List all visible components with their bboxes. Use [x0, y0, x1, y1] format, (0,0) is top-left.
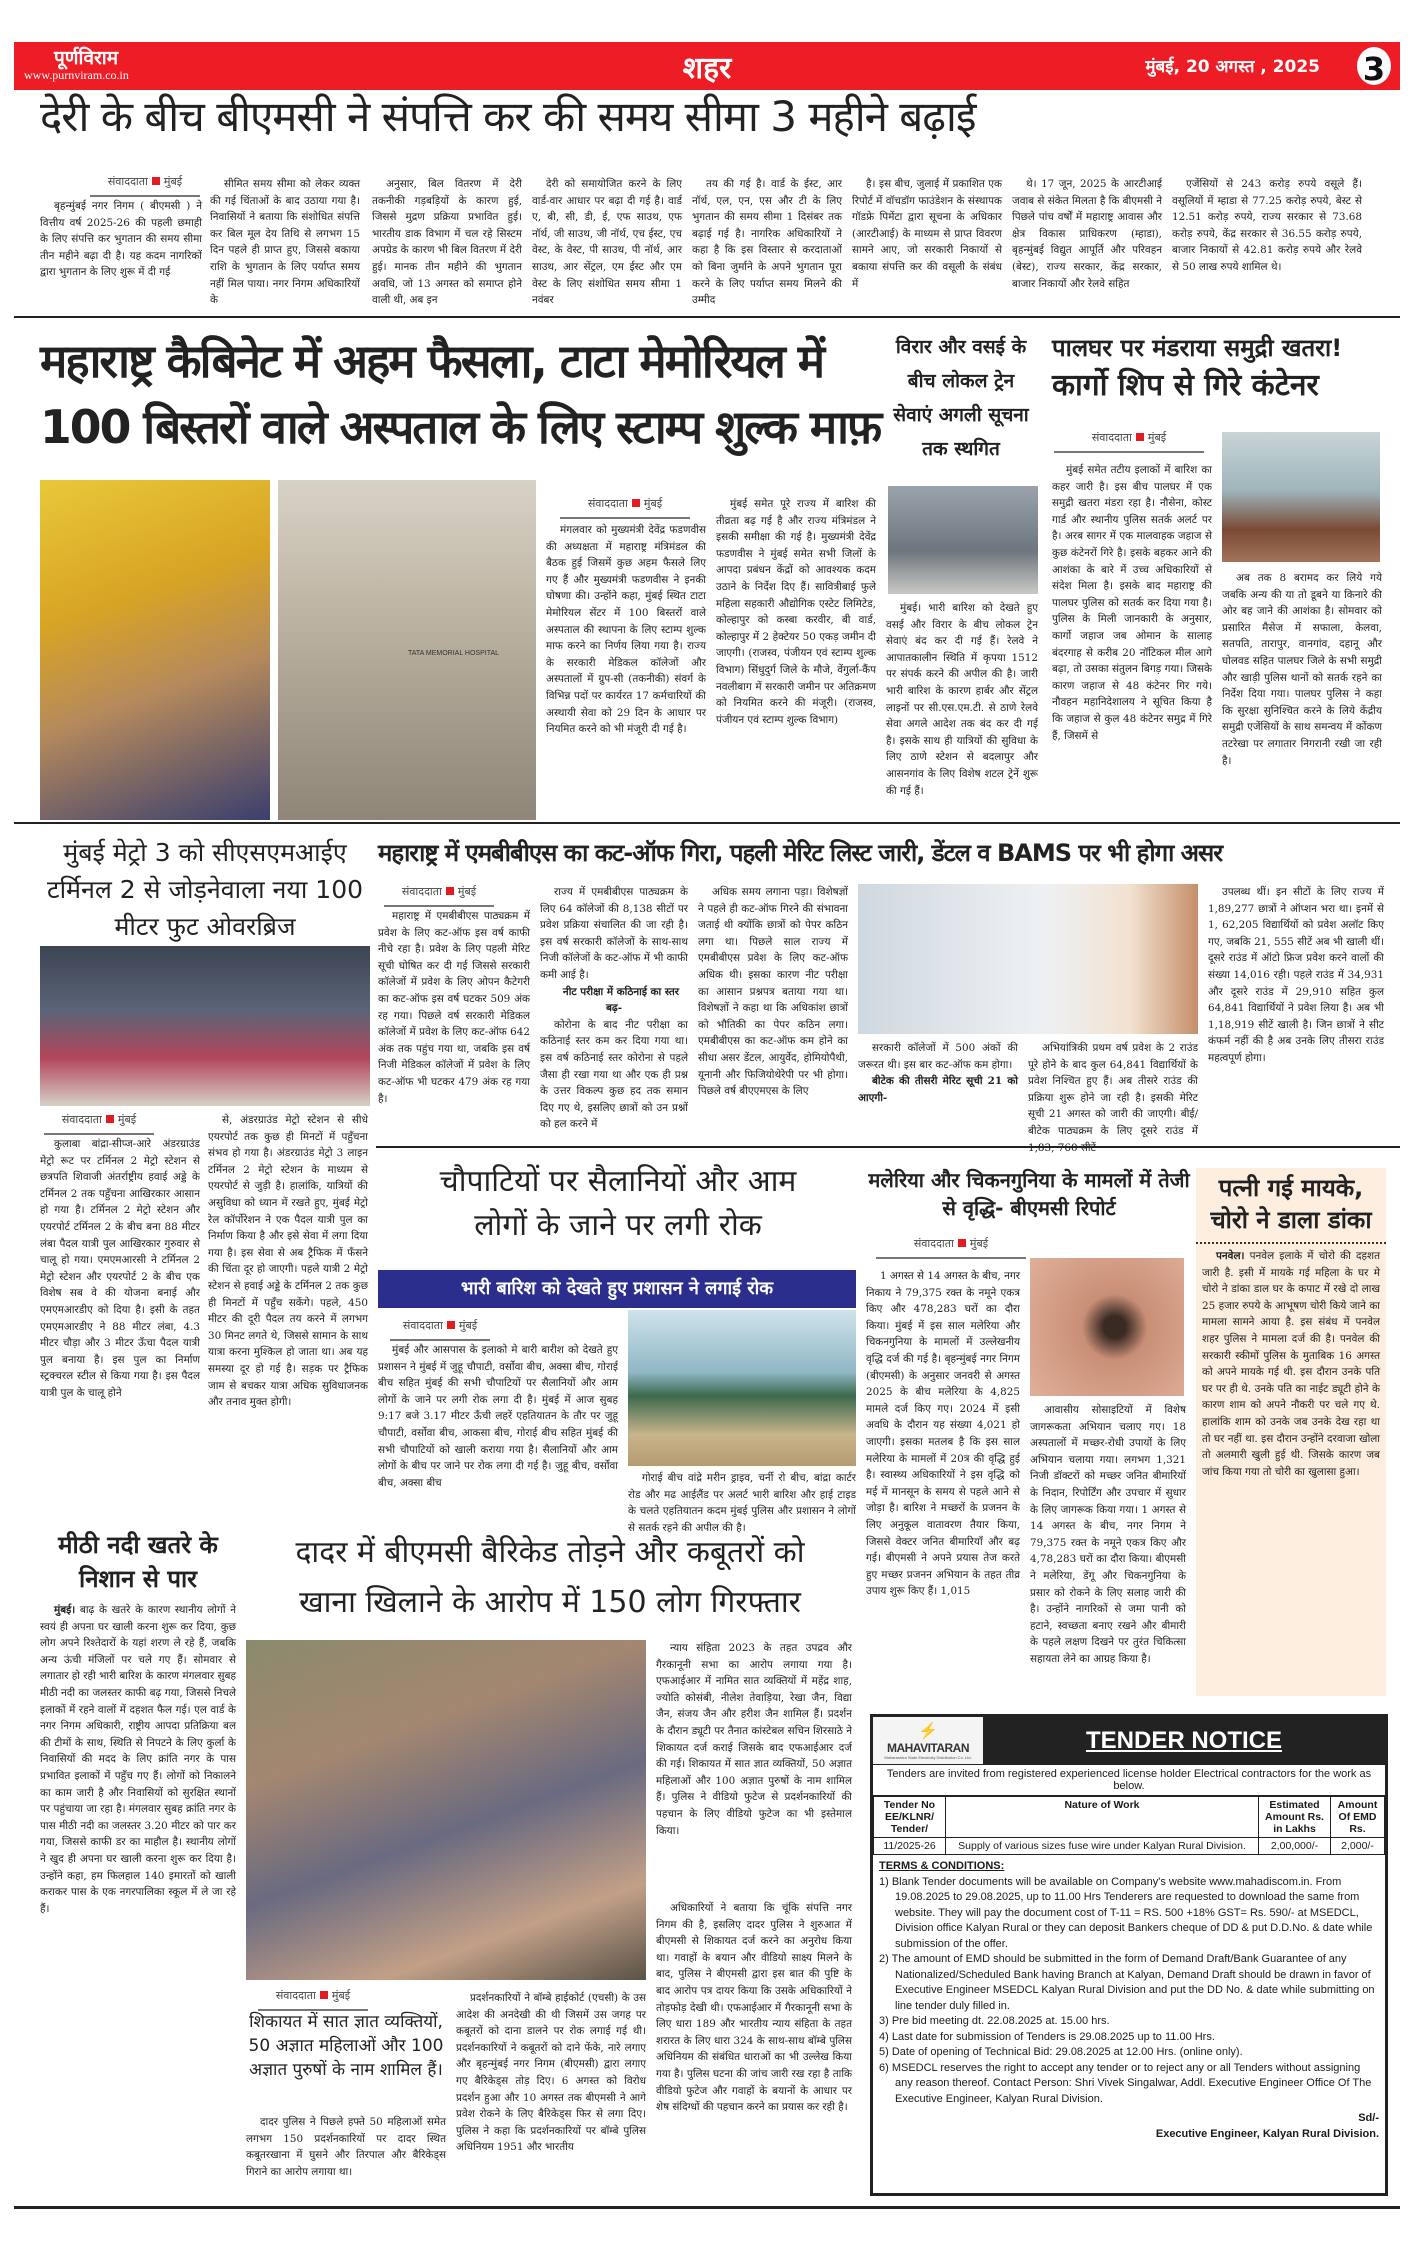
nature-of-work: Supply of various sizes fuse wire under Kalyan Rural Division.: [946, 1838, 1259, 1855]
story1-col-4: देरी को समायोजित करने के लिए वार्ड-वार आधार पर बढ़ा दी गई है। वार्ड ए, बी, सी, डी, ई, एफ साउथ, एफ नॉर्थ, जी साउथ, जी नॉर्थ, एच ईस्ट, एच वेस्ट, के वेस्ट, पी साउथ, पी नॉर्थ, आर साउथ, आर सेंट्रल, एम ईस्ट और एम वेस्ट के लिए संशोधित समय सीमा 1 नवंबर: [532, 178, 682, 307]
story10-body: [40, 1602, 236, 2206]
term-item: 6) MSEDCL reserves the right to accept any tender or to reject any or all Tenders without assigning any reason thereof. Contact Person: Shri Vivek Singalwar, Addl. Executive Engineer Office Of The Executive Engineer, Kalyan Rural Division.: [879, 2061, 1372, 2105]
story11-pullquote: शिकायत में सात ज्ञात व्यक्तियों, 50 अज्ञात महिलाओं और 100 अज्ञात पुरुषों के नाम शामिल हैं।: [248, 2012, 444, 2080]
story5-headline: मुंबई मेट्रो 3 को सीएसएमआईए टर्मिनल 2 से जोड़नेवाला नया 100 मीटर फुट ओवरब्रिज: [46, 838, 364, 941]
story11-headline-line1: दादर में बीएमसी बैरिकेड तोड़ने और कबूतरों को: [295, 1535, 805, 1570]
story6-subhead-2: बीटेक की तीसरी मेरिट सूची 21 को आएगी-: [858, 1075, 1018, 1104]
masthead: [14, 42, 1400, 90]
story4-col-2: अब तक 8 बरामद कर लिये गये जबकि अन्य की या तो डूबने या किनारे की ओर बह जाने की आशंका है। सोमवार को प्रसारित मैसेज में सफाला, केलवा, सतपति, तारापुर, वानगांव, दहानू और घोलवड सहित पालघर जिले के सभी समुद्री और खाड़ी पुलिस थानों को सतर्क रहने का निर्देश दिया गया। पालघर पुलिस ने कहा कि सुरक्षा सुनिश्चित करने के लिये केंद्रीय समुद्री एजेंसियों के साथ समन्वय में कोंकण तटरेखा पर लगातार निगरानी रखी जा रही है।: [1222, 572, 1382, 767]
story10-dateline: मुंबई।: [54, 1604, 76, 1616]
cargo-ship-photo: [1222, 432, 1380, 562]
story3-headline: विरार और वसई के बीच लोकल ट्रेन सेवाएं अगली सूचना तक स्थगित: [893, 336, 1029, 460]
logo-subtext: Maharashtra State Electricity Distribution Co. Ltd.: [884, 1755, 972, 1760]
byline-reporter: संवाददाता: [913, 1237, 954, 1250]
story4-byline: [1054, 430, 1204, 459]
brand-name: पूर्णविराम: [54, 47, 119, 69]
story2-headline-line2: 100 बिस्तरों वाले अस्पताल के लिए स्टाम्प शुल्क माफ़: [40, 400, 881, 454]
logo-text: MAHAVITARAN: [886, 1741, 970, 1755]
story11-headline: [250, 1528, 850, 1628]
byline-city: मुंबई: [457, 885, 477, 898]
term-item: 1) Blank Tender documents will be available on Company's website www.mahadiscom.in. From 19.08.2025 to 29.08.2025, up to 11.00 Hrs Tenderers are requested to download the same from website. They will pay the document cost of T-11 = RS. 500 +18% GST= Rs. 590/- at MSEDCL, Division office Kalyan Rural or they can deposit Bankers cheque of DD & put D.D.No. & date while submission of the offer.: [879, 1875, 1373, 1950]
story9-dateline: पनवेल।: [1216, 1250, 1245, 1262]
byline-reporter: संवाददाता: [402, 1319, 443, 1332]
story6-headline: महाराष्ट्र में एमबीबीएस का कट-ऑफ गिरा, पहली मेरिट लिस्ट जारी, डेंटल व BAMS पर भी होगा असर: [378, 839, 1223, 867]
website-url[interactable]: www.purnviram.co.in: [24, 68, 129, 82]
story1-col-5: तय की गई है। वार्ड के ईस्ट, आर नॉर्थ, एल, एन, एस और टी के लिए भुगतान की समय सीमा 1 दिसंबर तक बढ़ाई गई है। नागरिक अधिकारियों ने कहा है कि इस विस्तार से करदाताओं को बिना जुर्माने के अपने भुगतान पूरा करने के लिए पर्याप्त समय मिलने की उम्मीद: [692, 178, 842, 307]
beach-photo: [628, 1310, 856, 1466]
lightning-icon: ⚡: [918, 1723, 938, 1740]
story6-col-4: सरकारी कॉलेजों में 500 अंकों की जरूरत थी। इस बार कट-ऑफ कम होगा। बीटेक की तीसरी मेरिट सूची 21 को आएगी-: [858, 1040, 1018, 1138]
story6-subhead-1: नीट परीक्षा में कठिनाई का स्तर बढ़-: [562, 985, 680, 1015]
story7-strap: भारी बारिश को देखते हुए प्रशासन ने लगाई रोक: [378, 1270, 856, 1308]
byline-city: मुंबई: [969, 1237, 989, 1250]
story10-headline: मीठी नदी खतरे के निशान से पार: [58, 1531, 218, 1593]
byline-marker-icon: [106, 1115, 114, 1123]
byline-city: मुंबई: [117, 1113, 137, 1126]
divider: [376, 1146, 1400, 1148]
byline-city: मुंबई: [163, 175, 183, 188]
story7-col-1: मुंबई और आसपास के इलाको मे बारी बारीश को देखते हुए प्रशासन ने मुंबई में जुहू चौपाटी, वर्सोवा बीच, अक्सा बीच, गोराई बीच सहित मुंबई की सभी चौपाटियों पर सैलानियों और आम लोगों के जाने पर लगी रोक लगा दी है। मुंबई में आज सुबह 9:17 बजे 3.17 मीटर ऊँची लहरें एहतियातन के तौर पर जुहू चौपाटी, वर्सोवा बीच, आकसा बीच, गोराई बीच सहित मुंबई की सभी चौपाटियों को खाली कराया गया है। सैलानियों और आम लोगों के बीच पर जाने पर रोक लगा दी गई है। जुहू बीच, वर्सोवा बीच, अक्सा बीच: [378, 1344, 618, 1489]
term-item: 3) Pre bid meeting dt. 22.08.2025 at. 15.00 hrs.: [879, 2015, 1110, 2027]
story10-text: बाढ़ के खतरे के कारण स्थानीय लोगों ने स्वयं ही अपना घर खाली करना शुरू कर दिया, कुछ लोग अपने रिश्तेदारों के यहां शरण ले रहे हैं, जबकि अन्य ऊंची मंजिलों पर चले गए हैं। सोमवार से लगातार हो रही भारी बारिश के कारण मंगलवार सुबह मीठी नदी का जलस्तर काफी बढ़ गया, जिससे निचले इलाकों में रहने वालों में दहशत फैल गई। एल वार्ड के नगर निगम अधिकारी, राष्ट्रीय आपदा प्रतिक्रिया बल की टीमों के साथ, स्थिति से निपटने के लिए कुर्ला के निवासियों की मदद के लिए क्रांति नगर के पास प्रभावित इलाकों में पहुँच गए हैं। लोगों को निकालने का काम जारी है और निवासियों को सुरक्षित स्थानों पर पहुंचाया जा रहा है। मंगलवार सुबह क्रांति नगर के पास मीठी नदी का जलस्तर 3.20 मीटर को पार कर गया, जिससे काफी डर का माहौल है। स्थानीय लोगों ने खुद ही अपना घर खाली करना शुरू कर दिया है। उन्होंने कहा, हम फिलहाल 140 इमारतों को खाली कराकर पास के एक नगरपालिका स्कूल में ले जा रहे हैं।: [40, 1604, 236, 1915]
tender-table: [873, 1796, 1385, 1855]
byline-marker-icon: [958, 1239, 966, 1247]
story8-col-1: 1 अगस्त से 14 अगस्त के बीच, नगर निकाय ने 79,375 रक्त के नमूने एकत्र किए और 478,283 घरों का दौरा किया। मुंबई में इस साल मलेरिया और चिकनगुनिया के मामलों में उल्लेखनीय वृद्धि दर्ज की गई है। बृहन्मुंबई नगर निगम (बीएमसी) के अनुसार जनवरी से अगस्त 2025 के बीच मलेरिया के 4,825 मामले दर्ज किए गए। 2024 में इसी अवधि के दौरान यह संख्या 4,021 हो जाएगी। इसका मतलब है कि इस साल मलेरिया के मामलों में 20त्र की वृद्धि हुई है। स्वास्थ्य अधिकारियों ने इस वृद्धि को मई में मानसून के समय से पहले आने से जोड़ा है। बारिश ने मच्छरों के प्रजनन के लिए अनुकूल वातावरण तैयार किया, जिससे वेक्टर जनित बीमारियाँ और बढ़ गई। बीएमसी ने अपने प्रयास तेज करते हुए मच्छर प्रजनन अभियान के तहत तीव्र उपाय शुरू किए हैं। 1,015: [866, 1270, 1020, 1598]
terms-title: TERMS & CONDITIONS:: [879, 1860, 1005, 1872]
byline-marker-icon: [320, 1991, 328, 1999]
story1-col-7: थे। 17 जून, 2025 के आरटीआई जवाब से संकेत मिलता है कि बीएमसी ने पिछले पांच वर्षों में महाराष्ट्र आवास और क्षेत्र विकास प्राधिकरण (म्हाडा), बृहन्मुंबई विद्युत आपूर्ति और परिवहन (बेस्ट), राज्य सरकार, केंद्र सरकार, बाजार निकायों और रेलवे सहित: [1012, 178, 1162, 290]
story2-col-2: मुंबई समेत पूरे राज्य में बारिश की तीव्रता बढ़ गई है और राज्य मंत्रिमंडल ने इसकी समीक्षा की गई है। मुख्यमंत्री देवेंद्र फडणवीस ने मुंबई समेत सभी जिलों के आपदा प्रबंधन केंद्रों को आवश्यक कदम उठाने के निर्देश दिए हैं। सावित्रीबाई फुले महिला सहकारी औद्योगिक एस्टेट लिमिटेड, कोल्हापुर को कस्बा करवीर, बी वार्ड, कोल्हापुर में 2 हेक्टेयर 50 एकड़ जमीन दी जाएगी। (राजस्व, पंजीयन एवं स्टाम्प शुल्क विभाग) सिंधुदुर्ग जिले के मौजे, वेंगुर्ला-कैंप नवलीबाग में सरकारी जमीन पर अतिक्रमण को नियमित करने की मंजूरी। (राजस्व, पंजीयन एवं स्टाम्प शुल्क विभाग): [716, 498, 876, 726]
story11-col-1: दादर पुलिस ने पिछले हफ्ते 50 महिलाओं समेत लगभग 150 प्रदर्शनकारियों पर दादर स्थित कबूतरखाना में घुसने और तिरपाल और बैरिकेड्स गिराने का आरोप लगाया था।: [246, 2116, 446, 2178]
divider: [14, 822, 1400, 824]
story9-box: [1196, 1168, 1386, 1696]
story5-col-2: से, अंडरग्राउंड मेट्रो स्टेशन से सीधे एयरपोर्ट तक कुछ ही मिनटों में पहुँचना संभव हो गया है। अंडरग्राउंड मेट्रो 3 लाइन टर्मिनल 2 मेट्रो स्टेशन के माध्यम से एयरपोर्ट से जुड़ी है। हालांकि, यात्रियों की असुविधा को ध्यान में रखते हुए, मुंबई मेट्रो रेल कॉर्पोरेशन ने एक पैदल यात्री पुल का निर्माण किया है और इसे सेवा में लगा दिया गया है। इस सेवा से अब ट्रैफिक में फँसने की चिंता दूर हो जाएगी। पहले यात्री 2 मेट्रो स्टेशन से हवाई अड्डे के टर्मिनल 2 तक कुछ ही मिनटों में पहुँच सकेंगे। पहले, 450 मीटर की दूरी पैदल तय करने में लगभग 30 मिनट लगते थे, जिससे सामान के साथ यात्रा करना मुश्किल हो जाता था। अब यह समस्या दूर हो गई है। सड़क पर ट्रैफिक जाम से बचकर यात्रा अधिक सुविधाजनक और तनाव मुक्त होगी।: [208, 1114, 368, 1409]
estimated-amount: 2,00,000/-: [1259, 1838, 1331, 1855]
story5-col-1: कुलाबा बांद्रा-सीप्ज-आरे अंडरग्राउंड मेट्रो रूट पर टर्मिनल 2 मेट्रो स्टेशन से छत्रपति शिवाजी अंतर्राष्ट्रीय हवाई अड्डे के टर्मिनल 2 तक पहुँचना आखिरकार आसान हो गया है। टर्मिनल 2 मेट्रो स्टेशन और एयरपोर्ट टर्मिनल 2 के बीच बना 88 मीटर लंबा पैदल यात्री पुल आखिरकार गुरुवार से चालू हो गया। एमएमआरसी ने टर्मिनल 2 मेट्रो स्टेशन और एयरपोर्ट 2 के बीच एक विशेष सब वे की योजना बनाई और एमएमआरडीए को दिया है। इसी के तहत एमएमआरडीए ने 88 मीटर लंबा, 4.3 मीटर चौड़ा और 3 मीटर ऊँचा पैदल यात्री पुल बनाया है। इस पुल का निर्माण स्ट्रक्चरल स्टील से किया गया है। इस पैदल यात्री पुल के चालू होने: [40, 1138, 200, 1399]
byline-marker-icon: [447, 1321, 455, 1329]
term-item: 5) Date of opening of Technical Bid: 29.08.2025 at 12.00 Hrs. (online only).: [879, 2046, 1243, 2058]
cm-photo: [40, 480, 270, 820]
byline-marker-icon: [446, 887, 454, 895]
story11-col-3: न्याय संहिता 2023 के तहत उपद्रव और गैरकानूनी सभा का आरोप लगाया गया है। एफआईआर में नामित सात व्यक्तियों में महेंद्र शाह, ज्योति कोसंबी, नीलेश तेवाड़िया, रेखा जैन, विद्या जैन, संजय जैन और हरीश जैन शामिल हैं। प्रदर्शन के दौरान ड्यूटी पर तैनात कांस्टेबल सचिन शिरसाठे ने शिकायत दर्ज कराई जिसके बाद एफआईआर दर्ज की गई। शिकायत में सात ज्ञात व्यक्तियों, 50 अज्ञात महिलाओं और 100 अज्ञात पुरुषों के नाम शामिल हैं। पुलिस ने वीडियो फुटेज से प्रदर्शनकारियों की पहचान के लिए वीडियो फुटेज का भी इस्तेमाल किया।: [656, 1642, 852, 1837]
signature-sd: Sd/-: [1358, 2112, 1379, 2124]
story4-col-1: मुंबई समेत तटीय इलाकों में बारिश का कहर जारी है। इस बीच पालघर में एक समुद्री खतरा मंडरा रहा है। नौसेना, कोस्ट गार्ड और स्थानीय पुलिस सतर्क अलर्ट पर है। अरब सागर में एक मालवाहक जहाज से कुछ कंटेनरों गिरे है। इसके बहकर आने की आशंका के बारे में उच्च अधिकारियों से संदेश मिला है। इसके बाद महाराष्ट्र की पालघर पुलिस को सतर्क कर दिया गया है। पुलिस के मिली जानकारी के अनुसार, कार्गो जहाज जब ओमान के सालाह बंदरगाह से करीब 20 नॉटिकल मील आगे बढ़ा, तो उसका संतुलन बिगड़ गया। जिसके कारण जहाज से 48 कंटेनर गिर गये। नौवहन महानिदेशालय ने सूचित किया है कि जहाज से कुल 48 कंटेनर समुद्र में गिरे हैं, जिसमें से: [1052, 464, 1212, 742]
story8-byline: [876, 1236, 1026, 1265]
story2-headline: [40, 328, 880, 460]
byline-reporter: संवाददाता: [61, 1113, 102, 1126]
page-number: 3: [1354, 44, 1394, 88]
term-item: 4) Last date for submission of Tenders is 29.08.2025 up to 11.00 Hrs.: [879, 2030, 1215, 2043]
story1-col-2: सीमित समय सीमा को लेकर व्यक्त की गई चिंताओं के बाद उठाया गया है। निवासियों ने बताया कि संशोधित संपत्ति कर बिल मूल देय तिथि से लगभग 15 दिन पहले ही प्राप्त हुए, जिससे बकाया राशि के भुगतान के लिए पर्याप्त समय नहीं मिल पाया। नगर निगम अधिकारियों के: [210, 178, 360, 307]
col-header: Amount Of EMD Rs.: [1331, 1797, 1385, 1838]
hospital-photo: [278, 480, 536, 820]
story2-headline-line1: महाराष्ट्र कैबिनेट में अहम फैसला, टाटा मेमोरियल में: [40, 334, 824, 388]
story9-body: [1196, 1244, 1386, 1664]
byline-reporter: संवाददाता: [1091, 431, 1132, 444]
story6-col-2: राज्य में एमबीबीएस पाठ्यक्रम के लिए 64 कॉलेजों की 8,138 सीटों पर प्रवेश प्रक्रिया संचालित की जा रही है। इस वर्ष सरकारी कॉलेजों के साथ-साथ निजी कॉलेजों के कट-ऑफ में भी काफी कमी आई है। नीट परीक्षा में कठिनाई का स्तर बढ़- कोरोना के बाद नीट परीक्षा का कठिनाई स्तर कम कर दिया गया था। इस वर्ष कठिनाई स्तर कोरोना से पहले जैसा ही रखा गया था और एक ही प्रश्न के उत्तर विकल्प कुछ हद तक समान दिए गए थे, इसलिए छात्रों को उन प्रश्नों को हल करने में: [540, 886, 688, 1131]
table-row: [874, 1838, 1385, 1855]
train-photo: [888, 486, 1038, 594]
story11-headline-line2: खाना खिलाने के आरोप में 150 लोग गिरफ्तार: [299, 1585, 801, 1620]
story1-col-1: बृहन्मुंबई नगर निगम ( बीएमसी ) ने वित्तीय वर्ष 2025-26 की पहली छमाही के लिए संपत्ति कर भुगतान की समय सीमा तीन महीने बढ़ा दी है। यह कदम नागरिकों द्वारा भुगतान के लिए शुरू में दी गई: [40, 200, 202, 279]
byline-marker-icon: [1136, 433, 1144, 441]
story11-col-2: प्रदर्शनकारियों ने बॉम्बे हाईकोर्ट (एचसी) के उस आदेश की अनदेखी की थी जिसमें उस जगह पर कबूतरों को दाना डालने पर रोक लगाई गई थी। प्रदर्शनकारियों ने कबूतरों को दाने फेंके, नारे लगाए और बृहन्मुंबई नगर निगम (बीएमसी) द्वारा लगाए गए बैरिकेड्स तोड़ दिए। 6 अगस्त को विरोध प्रदर्शन हुआ और 10 अगस्त तक बीएमसी ने आगे प्रवेश रोकने के लिए बैरिकेड्स फिर से लगा दिए। पुलिस ने कहा कि प्रदर्शनकारियों पर बॉम्बे पुलिस अधिनियम 1951 और भारतीय: [456, 1992, 646, 2154]
col-header: Tender No EE/KLNR/ Tender/: [874, 1797, 946, 1838]
col-header: Nature of Work: [946, 1797, 1259, 1838]
story11-col-4: अधिकारियों ने बताया कि चूंकि संपत्ति नगर निगम की है, इसलिए दादर पुलिस ने शुरुआत में बीएमसी से शिकायत दर्ज करने का अनुरोध किया था। गवाहों के बयान और वीडियो साक्ष्य मिलने के बाद, पुलिस ने बीएमसी द्वारा इस बात की पुष्टि के बाद आरोप पत्र दायर किया कि उसके अधिकारियों ने तोड़फोड़ देखी थी। एफआईआर में गैरकानूनी सभा के लिए धारा 189 और भारतीय न्याय संहिता के तहत शरारत के लिए धारा 324 के साथ-साथ बॉम्बे पुलिस अधिनियम की संबंधित धाराओं का भी उल्लेख किया गया है। पुलिस घटना की जांच जारी रख रहा है ताकि वीडियो फुटेज और गवाहों के बयानों के आधार पर शेष संदिग्धों की पहचान करने का प्रयास कर रही है।: [656, 1902, 852, 2114]
bridge-photo: [40, 946, 370, 1106]
story1-headline: देरी के बीच बीएमसी ने संपत्ति कर की समय सीमा 3 महीने बढ़ाई: [40, 92, 976, 141]
story2-byline: [560, 496, 690, 525]
divider: [14, 316, 1400, 318]
hospital-sign: TATA MEMORIAL HOSPITAL: [408, 650, 500, 657]
byline-city: मुंबई: [1147, 431, 1167, 444]
terms-section: [873, 1855, 1385, 2146]
byline-reporter: संवाददाता: [587, 497, 628, 510]
story8-col-2: आवासीय सोसाइटियों में विशेष जागरूकता अभियान चलाए गए। 18 अस्पतालों में मच्छर-रोधी उपायों के लिए अभियान चलाया गया। लगभग 1,321 निजी डॉक्टरों को मच्छर जनित बीमारियों के निदान, रिपोर्टिंग और उपचार में सुधार के लिए जागरूक किया गया। 1 अगस्त से 14 अगस्त के बीच, नगर निगम ने 79,375 रक्त के नमूने एकत्र किए और 4,78,283 घरों का दौरा किया। बीएमसी ने मलेरिया, डेंगू और चिकनगुनिया के प्रसार को रोकने के लिए सलाह जारी की है। उन्होंने नागरिकों से जमा पानी को हटाने, स्वच्छता बनाए रखने और बीमारी के पहले लक्षण दिखने पर तुरंत चिकित्सा सहायता लेने का आग्रह किया है।: [1030, 1404, 1186, 1665]
story6-col-5: अभियांत्रिकी प्रथम वर्ष प्रवेश के 2 राउंड पूरे होने के बाद कुल 64,841 विद्यार्थियों के प्रवेश निश्चित हुए हैं। अब तीसरे राउंड की प्रक्रिया शुरू होने जा रही है। इसकी मेरिट सूची 21 अगस्त को जारी की जाएगी। बीई/बीटेक पाठ्यक्रम के लिए दूसरे राउंड में: [1028, 1042, 1198, 1137]
byline-city: मुंबई: [458, 1319, 478, 1332]
protest-photo: [246, 1640, 646, 1980]
story9-text: पनवेल इलाके में चोरो की दहशत जारी है. इसी में मायके गई महिला के घर मे चोरो ने डांका डाल घर के कपाट में रखे दो लाख 25 हजार रुपये के आभूषण चोरी किये जाने का मामला सामने आया है. इस संबंध में पनवेल शहर पुलिस ने मामला दर्ज की है। पनवेल की सरकारी स्कीमों पुलिस के मुताबिक 16 अगस्त को अपने मायके गई थी. इस दौरान उनके पति घर पर ही थे. उनके पति का नाईट ड्यूटी होने के कारण शाम को अपने नौकरी पर चले गए थे. हालांकि शाम को उनके जब उनके देख रहा था तो घर नहीं था. इस दौरान उन्होंने दरवाजा खोला तो अलमारी खुली हुई थी. जिसके कारण जब जांच किया गया तो चोरी का खुलासा हुआ।: [1202, 1250, 1380, 1478]
mosquito-photo: [1030, 1258, 1184, 1396]
tender-no: 11/2025-26: [874, 1838, 946, 1855]
story7-col-2: गोराई बीच वांद्रे मरीन ड्राइव, चर्नी रो बीच, बांद्रा कार्टर रोड और मढ आईलैंड पर अलर्ट भारी बारिश और हाई टाइड के चलते एहतियातन कदम मुंबई पुलिस और प्रशासन ने लोगों से सतर्क रहने की अपील की है।: [628, 1472, 856, 1534]
story3-body: मुंबई। भारी बारिश को देखते हुए वसई और विरार के बीच लोकल ट्रेन सेवाएं बंद कर दी गई हैं। रेलवे ने आपातकालीन स्थिति में कृपया 1512 पर संपर्क करने की अपील की है। जारी भारी बारिश के कारण हार्बर और सेंट्रल लाइनों पर सी.एस.एम.टी. से ठाणे रेलवे सेवा अगले आदेश तक बंद कर दी गई है। इसके साथ ही यात्रियों की सुविधा के लिए ठाणे स्टेशन से बदलापुर और आसनगांव के लिए विशेष शटल ट्रेनें शुरू की गई हैं।: [886, 602, 1038, 797]
story7-headline-line1: चौपाटियों पर सैलानियों और आम: [439, 1164, 797, 1199]
signature-title: Executive Engineer, Kalyan Rural Division.: [1155, 2127, 1379, 2140]
story4-headline-line2: कार्गो शिप से गिरे कंटेनर: [1052, 368, 1319, 403]
byline-reporter: संवाददाता: [107, 175, 148, 188]
byline-marker-icon: [152, 177, 160, 185]
story6-col-1: महाराष्ट्र में एमबीबीएस पाठ्यक्रम में प्रवेश के लिए कट-ऑफ इस वर्ष काफी नीचे रहा है। प्रवेश के लिए पहली मेरिट सूची घोषित कर दी गई जिससे सरकारी कॉलेजों में प्रवेश के लिए ओपन कैटेगरी का कट-ऑफ इस वर्ष घटकर 509 अंक रह गया। पिछले वर्ष सरकारी मेडिकल कॉलेजों में प्रवेश के लिए कट-ऑफ 642 अंक तक पहुंच गया था, जबकि इस वर्ष निजी मेडिकल कॉलेजों में प्रवेश के लिए कट-ऑफ भी घटकर 479 अंक रह गया है।: [378, 910, 530, 1105]
story2-col-1: मंगलवार को मुख्यमंत्री देवेंद्र फडणवीस की अध्यक्षता में महाराष्ट्र मंत्रिमंडल की बैठक हुई जिसमें कुछ अहम फैसले लिए गए हैं और मुख्यमंत्री फडणवीस ने इनकी घोषणा की। उन्होंने कहा, मुंबई स्थित टाटा मेमोरियल सेंटर में 100 बिस्तरों वाले अस्पताल की स्थापना के लिए स्टाम्प शुल्क माफ करने का निर्णय लिया गया है। राज्य के सरकारी मेडिकल कॉलेजों और अस्पतालों में ग्रुप-सी (तकनीकी) संवर्ग के विभिन्न पदों पर कार्यरत 17 कर्मचारियों की अस्थायी सेवा को 29 दिन के आधार पर नियमित करने को भी मंजूरी दी गई है।: [546, 524, 706, 736]
story1-col-8: एजेंसियों से 243 करोड़ रुपये वसूले हैं। वसूलियों में म्हाडा से 77.25 करोड़ रुपये, बेस्ट से 12.51 करोड़ रुपये, राज्य सरकार से 73.68 करोड़ रुपये, केंद्र सरकार से 36.55 करोड़ रुपये, बाजार निकायों से 42.81 करोड़ रुपये और रेलवे से 50 लाख रुपये शामिल थे।: [1172, 178, 1362, 273]
section-title: शहर: [682, 51, 732, 86]
story4-headline: [1052, 330, 1400, 406]
term-item: 2) The amount of EMD should be submitted in the form of Demand Draft/Bank Guarantee of any Nationalized/Scheduled Bank having Branch at Kalyan, Demand Draft should be drawn in favor of Executive Engineer MSEDCL Kalyan Rural Division and put the DD No. & date while submitting on line tender duly filled in.: [879, 1953, 1375, 2012]
story9-headline: पत्नी गई मायके, चोरो ने डाला डांका: [1196, 1168, 1386, 1244]
byline-marker-icon: [632, 499, 640, 507]
byline-city: मुंबई: [643, 497, 663, 510]
bottom-rule: [14, 2206, 1400, 2209]
byline-reporter: संवाददाता: [275, 1989, 316, 2002]
story7-headline-line2: लोगों के जाने पर लगी रोक: [474, 1208, 762, 1243]
issue-date: मुंबई, 20 अगस्त , 2025: [1145, 57, 1320, 77]
story4-headline-line1: पालघर पर मंडराया समुद्री खतरा!: [1052, 334, 1343, 362]
tender-notice: [870, 1714, 1388, 2196]
story6-col-3: अधिक समय लगाना पड़ा। विशेषज्ञों ने पहले ही कट-ऑफ गिरने की संभावना जताई थी क्योंकि छात्रों को पेपर कठिन लगा था। पिछले साल राज्य में एमबीबीएस प्रवेश के लिए कट-ऑफ अधिक थी। इसका कारण नीट परीक्षा का आसान प्रश्नपत्र बताया गया था। विशेषज्ञों ने कहा था कि अधिकांश छात्रों को भौतिकी का पेपर कठिन लगा। एमबीबीएस का कट-ऑफ कम होने का सीधा असर डेंटल, आयुर्वेद, होमियोपैथी, यूनानी और फिजियोथेरेपी पर भी होगा। पिछले वर्ष बीएएमएस के लिए: [698, 886, 848, 1098]
tender-title: TENDER NOTICE: [983, 1717, 1385, 1764]
emd-amount: 2,000/-: [1331, 1838, 1385, 1855]
signature: [879, 2111, 1379, 2142]
story8-headline: मलेरिया और चिकनगुनिया के मामलों में तेजी से वृद्धि- बीएमसी रिपोर्ट: [868, 1168, 1190, 1220]
byline-city: मुंबई: [331, 1989, 351, 2002]
story1-col-3: अनुसार, बिल वितरण में देरी तकनीकी गड़बड़ियों के कारण हुई, जिससे मुद्रण प्रक्रिया प्रभावित हुई। भारतीय डाक विभाग में चल रहे सिस्टम अपग्रेड के कारण भी बिल वितरण में देरी हुई। मानक तीन महीने की भुगतान अवधि, जो 13 अगस्त को समाप्त होने वाली थी, अब इन: [372, 178, 522, 307]
doctor-stethoscope-photo: [858, 884, 1198, 1034]
story6-col-6: उपलब्ध थीं। इन सीटों के लिए राज्य में 1,89,277 छात्रों ने ऑप्शन भरा था। इनमें से 1, 62,205 विद्यार्थियों को प्रवेश अलॉट किए गए, जबकि 21, 555 सीटें अब भी खाली थीं। दूसरे राउंड में ऑटो फ्रिज प्रवेश करने वालों की संख्या 14,016 रही। पहले राउंड में 34,931 और दूसरे राउंड में 29,910 सहित कुल 64,841 विद्यार्थियों ने प्रवेश लिया है। अब भी 1,18,919 सीटें खाली है। जिन छात्रों ने सीट कंफर्म नहीं की है अब उनके लिए तीसरा राउंड महत्वपूर्ण होगा।: [1208, 886, 1384, 1064]
story1-col-6: है। इस बीच, जुलाई में प्रकाशित एक रिपोर्ट में वॉचडॉग फाउंडेशन के संस्थापक गॉडफ्रे पिमेंटा द्वारा सूचना के अधिकार (आरटीआई) के माध्यम से प्राप्त विवरण सामने आए, जो सरकारी निकायों से बकाया संपत्ति कर की वसूली के संबंध में: [852, 178, 1002, 290]
byline-reporter: संवाददाता: [401, 885, 442, 898]
mahavitaran-logo: [873, 1717, 983, 1764]
story7-headline: [378, 1160, 858, 1248]
tender-intro: Tenders are invited from registered experienced license holder Electrical contractors for the work as below.: [873, 1765, 1385, 1796]
col-header: Estimated Amount Rs. in Lakhs: [1259, 1797, 1331, 1838]
